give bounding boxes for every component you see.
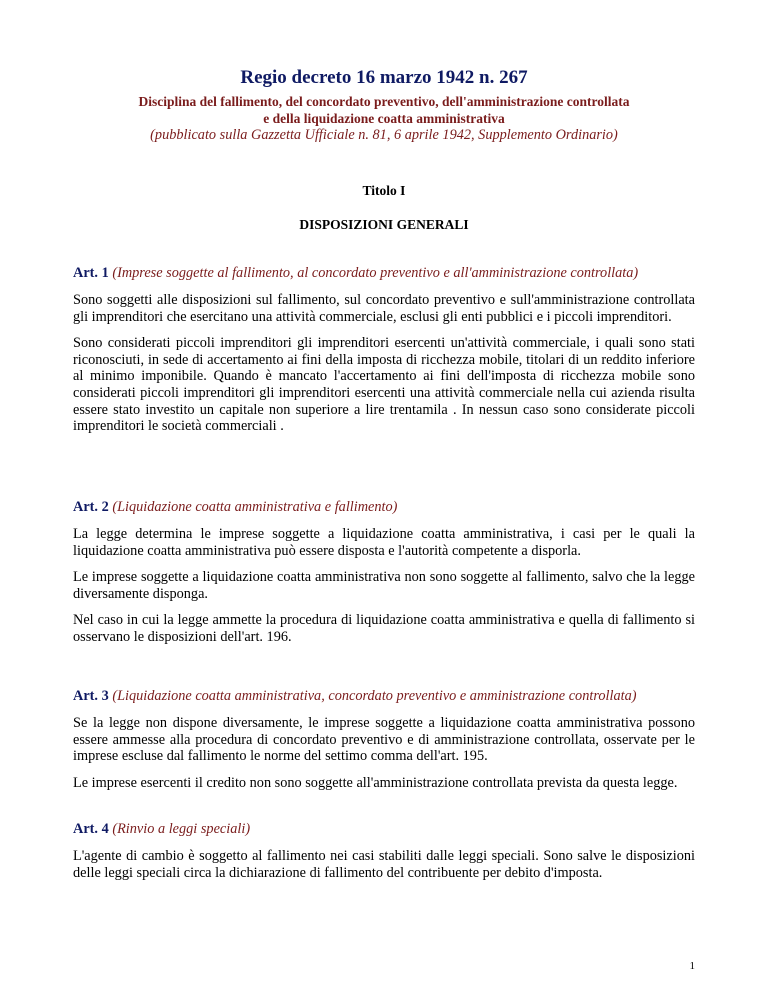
article-paragraph: Sono soggetti alle disposizioni sul fallimento, sul concordato preventivo e sull'amministrazione controllata gli imprenditori che esercitano una attività commerciale, esclusi gli enti pubblici e i piccoli imprenditori. <box>73 292 695 325</box>
subtitle-line-2: e della liquidazione coatta amministrativa <box>263 111 505 126</box>
article-1 <box>73 264 695 435</box>
titolo-heading: Titolo I <box>362 183 406 198</box>
article-rubric: (Liquidazione coatta amministrativa, concordato preventivo e amministrazione controllata) <box>112 688 637 704</box>
article-2 <box>73 498 695 646</box>
publication-note: (pubblicato sulla Gazzetta Ufficiale n. 81, 6 aprile 1942, Supplemento Ordinario) <box>150 127 618 143</box>
article-rubric: (Liquidazione coatta amministrativa e fallimento) <box>112 499 398 515</box>
document-subtitle <box>0 93 768 127</box>
article-heading <box>73 687 695 705</box>
article-4 <box>73 820 695 881</box>
page-number: 1 <box>689 960 695 972</box>
article-number: Art. 2 <box>73 499 109 515</box>
article-paragraph: Se la legge non dispone diversamente, le imprese soggette a liquidazione coatta amministrativa possono essere ammesse alla procedura di concordato preventivo e di amministrazione controllata, osservate per le imprese escluse dal fallimento le norme del settimo comma dell'art. 195. <box>73 715 695 765</box>
article-paragraph: La legge determina le imprese soggette a liquidazione coatta amministrativa, i casi per le quali la liquidazione coatta amministrativa può essere disposta e l'autorità competente a disporla. <box>73 526 695 559</box>
article-paragraph: L'agente di cambio è soggetto al fallimento nei casi stabiliti dalle leggi speciali. Sono salve le disposizioni delle leggi speciali circa la dichiarazione di fallimento del contribuente per debito d'imposta. <box>73 848 695 881</box>
article-number: Art. 4 <box>73 821 109 837</box>
article-rubric: (Imprese soggette al fallimento, al concordato preventivo e all'amministrazione controllata) <box>112 265 639 281</box>
article-paragraph: Sono considerati piccoli imprenditori gli imprenditori esercenti un'attività commerciale, i quali sono stati riconosciuti, in sede di accertamento ai fini della imposta di ricchezza mobile, titolari di un reddito inferiore al minimo imponibile. Quando è mancato l'accertamento ai fini dell'imposta di ricchezza mobile sono considerati piccoli imprenditori gli imprenditori esercenti una attività commerciale nella cui azienda risulta essere stato investito un capitale non superiore a lire trentamila . In nessun caso sono considerate piccoli imprenditori le società commerciali . <box>73 335 695 435</box>
document-title: Regio decreto 16 marzo 1942 n. 267 <box>240 67 528 88</box>
article-paragraph: Le imprese esercenti il credito non sono soggette all'amministrazione controllata prevista da questa legge. <box>73 774 678 791</box>
article-heading <box>73 264 695 282</box>
article-heading <box>73 498 695 516</box>
article-rubric: (Rinvio a leggi speciali) <box>112 821 251 837</box>
section-heading: DISPOSIZIONI GENERALI <box>299 217 469 232</box>
article-paragraph: Nel caso in cui la legge ammette la procedura di liquidazione coatta amministrativa e quella di fallimento si osservano le disposizioni dell'art. 196. <box>73 612 695 645</box>
article-number: Art. 1 <box>73 265 109 281</box>
article-number: Art. 3 <box>73 688 109 704</box>
article-paragraph: Le imprese soggette a liquidazione coatta amministrativa non sono soggette al fallimento, salvo che la legge diversamente disponga. <box>73 569 695 602</box>
subtitle-line-1: Disciplina del fallimento, del concordato preventivo, dell'amministrazione controllata <box>138 94 630 109</box>
article-heading <box>73 820 695 838</box>
article-3 <box>73 687 695 791</box>
